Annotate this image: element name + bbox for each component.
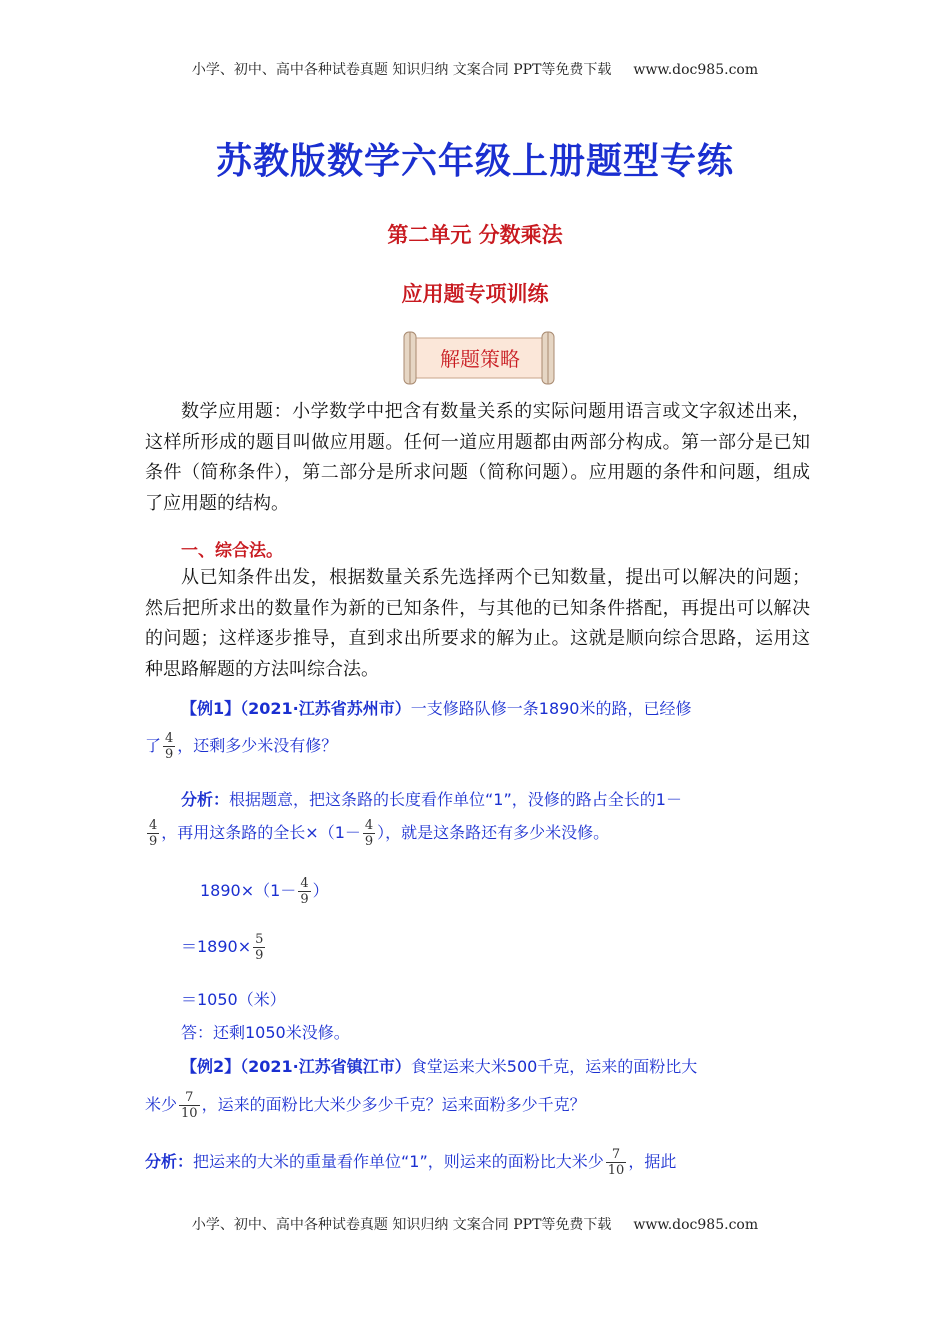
example2-line2	[145, 1090, 586, 1121]
analysis-text: 根据题意，把这条路的长度看作单位“1”，没修的路占全长的1－	[229, 790, 682, 809]
intro-paragraph: 数学应用题：小学数学中把含有数量关系的实际问题用语言或文字叙述出来，这样所形成的题目叫做应用题。任何一道应用题都由两部分构成。第一部分是已知条件（简称条件），第二部分是所求问题（简称问题）。应用题的条件和问题，组成了应用题的结构。	[145, 401, 810, 514]
fraction	[253, 932, 265, 963]
analysis-label: 分析：	[145, 1152, 194, 1171]
fraction-num: 7	[179, 1090, 200, 1106]
calc-step1	[200, 876, 329, 907]
example1-text: 一支修路队修一条1890米的路，已经修	[410, 699, 692, 718]
fraction	[179, 1090, 200, 1121]
example2-text: 食堂运来大米500千克，运来的面粉比大	[410, 1057, 698, 1076]
fraction-num: 7	[606, 1147, 627, 1163]
analysis1-line2	[145, 818, 609, 849]
footer-site-link[interactable]: www.doc985.com	[633, 1217, 759, 1233]
example1-answer: 答：还剩1050米没修。	[181, 1023, 350, 1042]
fraction	[147, 818, 159, 849]
fraction-num: 4	[300, 876, 309, 891]
example1-source: （2021·江苏省苏州市）	[240, 699, 411, 718]
fraction-den: 9	[364, 834, 374, 849]
fraction-den: 9	[300, 892, 309, 907]
calc-step2	[181, 932, 267, 963]
example2-line1	[181, 1054, 697, 1077]
example2-text-pre: 米少	[145, 1095, 178, 1114]
analysis-label: 分析：	[181, 790, 230, 809]
analysis-text: ，再用这条路的全长×（1－	[161, 823, 361, 842]
header-text: 小学、初中、高中各种试卷真题 知识归纳 文案合同 PPT等免费下载	[191, 62, 612, 78]
fraction-den: 10	[607, 1163, 625, 1178]
fraction	[298, 876, 310, 907]
fraction	[163, 731, 175, 762]
fraction-den: 9	[165, 747, 174, 762]
subtitle-heading: 应用题专项训练	[401, 282, 549, 306]
analysis1-line1	[181, 787, 682, 810]
scroll-label: 解题策略	[440, 347, 520, 371]
calc-text: ＝1890×	[181, 937, 252, 956]
section-body: 从已知条件出发，根据数量关系先选择两个已知数量，提出可以解决的问题；然后把所求出的数量作为新的已知条件，与其他的已知条件搭配，再提出可以解决的问题；这样逐步推导，直到求出所要求的解为止。这就是顺向综合思路，运用这种思路解题的方法叫综合法。	[145, 567, 810, 680]
analysis-text: 把运来的大米的重量看作单位“1”，则运来的面粉比大米少	[193, 1152, 604, 1171]
page-footer	[0, 1214, 950, 1234]
calc-text: 1890×（1－	[200, 881, 297, 900]
fraction-den: 10	[181, 1106, 198, 1121]
fraction	[606, 1147, 627, 1178]
example1-text-pre: 了	[145, 736, 162, 755]
fraction-den: 9	[255, 948, 264, 963]
fraction-num: 4	[149, 818, 158, 833]
example1-line2	[145, 731, 337, 762]
example2-source: （2021·江苏省镇江市）	[240, 1057, 411, 1076]
fraction-num: 4	[165, 731, 174, 746]
page-header	[0, 59, 950, 79]
unit-heading: 第二单元 分数乘法	[387, 223, 563, 247]
analysis-text: ，据此	[628, 1152, 677, 1171]
fraction	[363, 818, 375, 849]
example2-tag: 【例2】	[181, 1057, 241, 1076]
calc-step3: ＝1050（米）	[181, 990, 286, 1009]
section-heading: 一、综合法。	[181, 541, 283, 561]
analysis2-line1	[145, 1147, 676, 1178]
fraction-den: 9	[149, 834, 158, 849]
header-site-link[interactable]: www.doc985.com	[633, 62, 759, 78]
example1-line1	[181, 696, 692, 719]
fraction-num: 4	[364, 818, 374, 833]
calc-text: ）	[312, 881, 329, 900]
example1-text-post: ，还剩多少米没有修？	[177, 736, 338, 755]
example1-tag: 【例1】	[181, 699, 241, 718]
analysis-text: ），就是这条路还有多少米没修。	[377, 823, 610, 842]
fraction-num: 5	[255, 932, 264, 947]
document-title: 苏教版数学六年级上册题型专练	[215, 141, 734, 182]
example2-text-post: ，运来的面粉比大米少多少千克？运来面粉多少千克？	[201, 1095, 586, 1114]
footer-text: 小学、初中、高中各种试卷真题 知识归纳 文案合同 PPT等免费下载	[191, 1217, 612, 1233]
